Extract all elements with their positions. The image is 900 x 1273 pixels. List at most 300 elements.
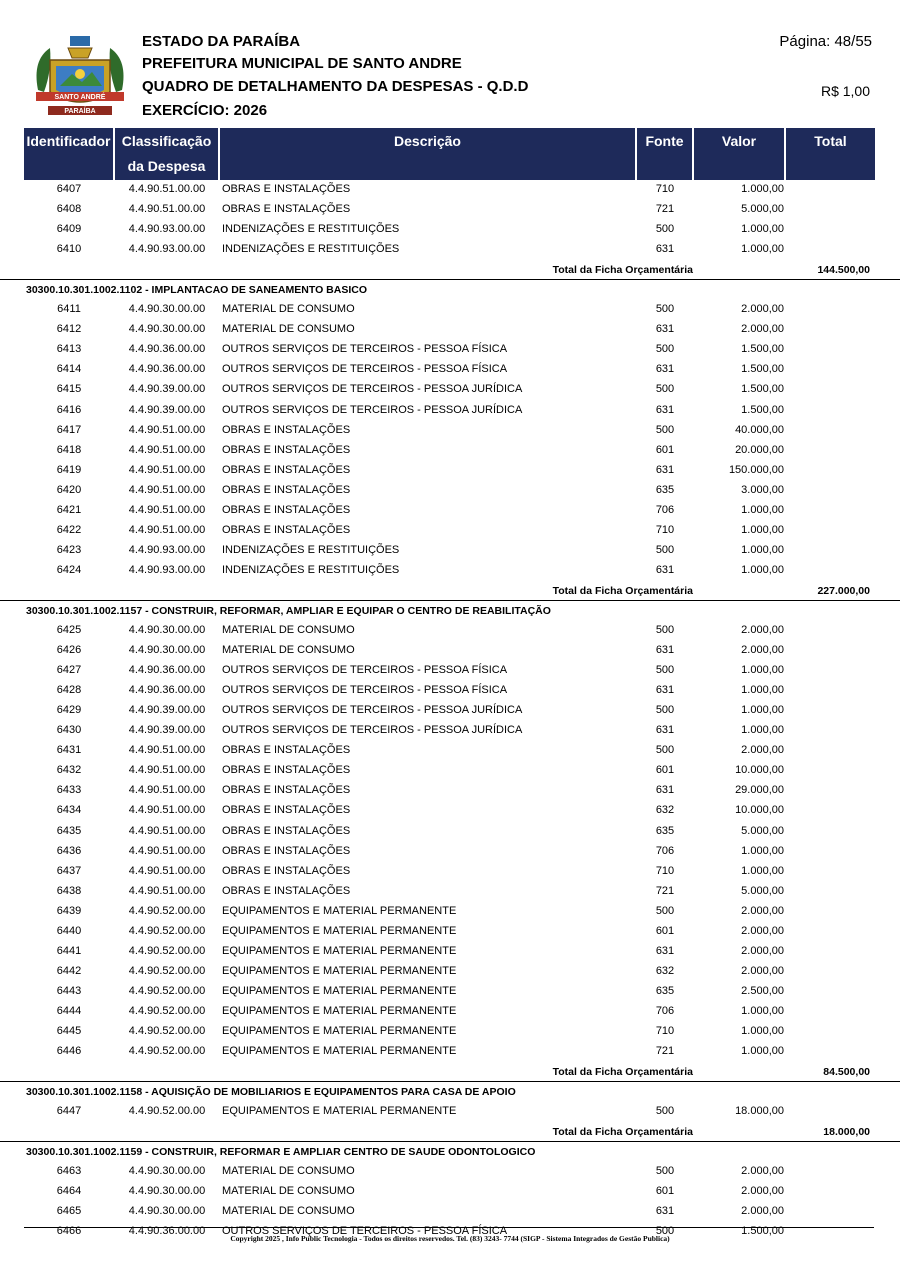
row-identifier: 6418 xyxy=(56,443,82,456)
row-classification: 4.4.90.39.00.00 xyxy=(128,383,206,396)
row-identifier: 6465 xyxy=(56,1205,82,1218)
table-row xyxy=(0,180,900,200)
row-identifier: 6432 xyxy=(56,764,82,777)
row-value: 1.000,00 xyxy=(741,523,784,536)
row-description: OBRAS E INSTALAÇÕES xyxy=(222,824,351,837)
row-source: 632 xyxy=(655,964,675,977)
row-classification: 4.4.90.39.00.00 xyxy=(128,403,206,416)
table-row xyxy=(0,862,900,882)
table-row xyxy=(0,1102,900,1122)
row-value: 150.000,00 xyxy=(728,463,784,476)
row-description: INDENIZAÇÕES E RESTITUIÇÕES xyxy=(222,223,400,236)
program-section-label: 30300.10.301.1002.1159 - CONSTRUIR, REFORMAR E AMPLIAR CENTRO DE SAUDE ODONTOLOGICO xyxy=(26,1146,536,1159)
column-header-source: Fonte xyxy=(637,128,693,180)
row-classification: 4.4.90.30.00.00 xyxy=(128,1205,206,1218)
row-value: 1.000,00 xyxy=(741,183,784,195)
row-source: 706 xyxy=(655,1004,675,1017)
row-identifier: 6445 xyxy=(56,1024,82,1037)
row-value: 29.000,00 xyxy=(735,784,784,797)
row-value: 2.000,00 xyxy=(741,323,784,336)
row-source: 635 xyxy=(655,984,675,997)
row-identifier: 6414 xyxy=(56,363,82,376)
row-identifier: 6425 xyxy=(56,624,82,637)
table-row xyxy=(0,461,900,481)
row-classification: 4.4.90.52.00.00 xyxy=(128,1045,206,1058)
row-source: 631 xyxy=(655,784,675,797)
row-value: 2.000,00 xyxy=(741,964,784,977)
row-description: OBRAS E INSTALAÇÕES xyxy=(222,844,351,857)
budget-total-value: 18.000,00 xyxy=(823,1126,870,1139)
row-description: OUTROS SERVIÇOS DE TERCEIROS - PESSOA FÍSICA xyxy=(222,664,508,677)
row-identifier: 6424 xyxy=(56,563,82,576)
row-description: OUTROS SERVIÇOS DE TERCEIROS - PESSOA FÍSICA xyxy=(222,684,508,697)
row-source: 631 xyxy=(655,944,675,957)
budget-total-row xyxy=(0,1062,900,1082)
budget-total-label: Total da Ficha Orçamentária xyxy=(552,1066,693,1079)
row-source: 500 xyxy=(655,343,675,356)
row-value: 1.000,00 xyxy=(741,664,784,677)
table-row xyxy=(0,380,900,400)
row-source: 721 xyxy=(655,884,675,897)
row-description: OBRAS E INSTALAÇÕES xyxy=(222,884,351,897)
row-description: MATERIAL DE CONSUMO xyxy=(222,1205,355,1218)
row-value: 2.000,00 xyxy=(741,303,784,316)
svg-text:PARAÍBA: PARAÍBA xyxy=(64,108,96,115)
row-classification: 4.4.90.93.00.00 xyxy=(128,543,206,556)
currency-unit: R$ 1,00 xyxy=(820,83,870,99)
row-source: 631 xyxy=(655,644,675,657)
table-row xyxy=(0,421,900,441)
row-value: 1.000,00 xyxy=(741,223,784,236)
row-classification: 4.4.90.36.00.00 xyxy=(128,1225,206,1238)
row-value: 3.000,00 xyxy=(741,483,784,496)
row-source: 721 xyxy=(655,1045,675,1058)
table-row xyxy=(0,942,900,962)
table-row xyxy=(0,842,900,862)
budget-total-row xyxy=(0,1122,900,1142)
row-description: MATERIAL DE CONSUMO xyxy=(222,644,355,657)
row-description: OBRAS E INSTALAÇÕES xyxy=(222,784,351,797)
row-source: 631 xyxy=(655,724,675,737)
row-classification: 4.4.90.52.00.00 xyxy=(128,964,206,977)
row-identifier: 6463 xyxy=(56,1165,82,1178)
row-identifier: 6442 xyxy=(56,964,82,977)
row-description: EQUIPAMENTOS E MATERIAL PERMANENTE xyxy=(222,1045,457,1058)
row-identifier: 6413 xyxy=(56,343,82,356)
row-identifier: 6417 xyxy=(56,423,82,436)
exercise-year: EXERCÍCIO: 2026 xyxy=(142,102,268,119)
table-row xyxy=(0,701,900,721)
row-source: 500 xyxy=(655,904,675,917)
row-value: 1.000,00 xyxy=(741,1024,784,1037)
row-source: 500 xyxy=(655,423,675,436)
program-section-heading xyxy=(0,1082,900,1102)
row-identifier: 6422 xyxy=(56,523,82,536)
row-classification: 4.4.90.52.00.00 xyxy=(128,924,206,937)
row-source: 631 xyxy=(655,403,675,416)
row-value: 1.500,00 xyxy=(741,403,784,416)
report-title: QUADRO DE DETALHAMENTO DA DESPESAS - Q.D.D xyxy=(142,78,529,95)
budget-total-row xyxy=(0,260,900,280)
row-value: 2.000,00 xyxy=(741,1185,784,1198)
row-value: 2.000,00 xyxy=(741,904,784,917)
column-header-classification: Classificação da Despesa xyxy=(115,128,219,180)
budget-total-value: 227.000,00 xyxy=(817,584,870,597)
row-source: 500 xyxy=(655,543,675,556)
program-section-label: 30300.10.301.1002.1102 - IMPLANTACAO DE SANEAMENTO BASICO xyxy=(26,284,367,297)
row-description: MATERIAL DE CONSUMO xyxy=(222,323,355,336)
row-description: INDENIZAÇÕES E RESTITUIÇÕES xyxy=(222,543,400,556)
table-row xyxy=(0,1042,900,1062)
row-value: 10.000,00 xyxy=(735,804,784,817)
row-identifier: 6447 xyxy=(56,1105,82,1118)
row-description: OUTROS SERVIÇOS DE TERCEIROS - PESSOA JURÍDICA xyxy=(222,383,523,396)
row-source: 710 xyxy=(655,864,675,877)
table-row xyxy=(0,761,900,781)
row-classification: 4.4.90.51.00.00 xyxy=(128,824,206,837)
table-row xyxy=(0,801,900,821)
row-source: 631 xyxy=(655,243,675,256)
row-description: OBRAS E INSTALAÇÕES xyxy=(222,183,351,195)
row-value: 1.000,00 xyxy=(741,844,784,857)
row-source: 500 xyxy=(655,1165,675,1178)
program-section-label: 30300.10.301.1002.1157 - CONSTRUIR, REFORMAR, AMPLIAR E EQUIPAR O CENTRO DE REABILITAÇÃO xyxy=(26,604,551,617)
row-value: 1.500,00 xyxy=(741,383,784,396)
row-description: OUTROS SERVIÇOS DE TERCEIROS - PESSOA JURÍDICA xyxy=(222,403,523,416)
row-description: EQUIPAMENTOS E MATERIAL PERMANENTE xyxy=(222,1004,457,1017)
municipal-coat-of-arms-logo xyxy=(30,30,130,122)
row-classification: 4.4.90.93.00.00 xyxy=(128,223,206,236)
state-title: ESTADO DA PARAÍBA xyxy=(142,33,301,50)
row-identifier: 6435 xyxy=(56,824,82,837)
table-row xyxy=(0,982,900,1002)
table-row xyxy=(0,882,900,902)
row-identifier: 6410 xyxy=(56,243,82,256)
row-identifier: 6407 xyxy=(56,183,82,195)
row-identifier: 6434 xyxy=(56,804,82,817)
row-classification: 4.4.90.36.00.00 xyxy=(128,684,206,697)
table-row xyxy=(0,781,900,801)
row-classification: 4.4.90.52.00.00 xyxy=(128,944,206,957)
row-description: EQUIPAMENTOS E MATERIAL PERMANENTE xyxy=(222,904,457,917)
row-classification: 4.4.90.39.00.00 xyxy=(128,704,206,717)
row-identifier: 6419 xyxy=(56,463,82,476)
row-classification: 4.4.90.51.00.00 xyxy=(128,884,206,897)
row-classification: 4.4.90.52.00.00 xyxy=(128,1024,206,1037)
row-identifier: 6421 xyxy=(56,503,82,516)
row-description: MATERIAL DE CONSUMO xyxy=(222,1165,355,1178)
page-indicator: Página: 48/55 xyxy=(779,33,872,50)
row-classification: 4.4.90.93.00.00 xyxy=(128,243,206,256)
row-classification: 4.4.90.30.00.00 xyxy=(128,1185,206,1198)
row-source: 635 xyxy=(655,824,675,837)
prefecture-title: PREFEITURA MUNICIPAL DE SANTO ANDRE xyxy=(142,55,462,72)
row-classification: 4.4.90.52.00.00 xyxy=(128,1105,206,1118)
column-header-identifier: Identificador xyxy=(24,128,114,180)
row-source: 500 xyxy=(655,624,675,637)
row-description: MATERIAL DE CONSUMO xyxy=(222,624,355,637)
table-row xyxy=(0,441,900,461)
row-description: OBRAS E INSTALAÇÕES xyxy=(222,483,351,496)
row-source: 635 xyxy=(655,483,675,496)
row-classification: 4.4.90.30.00.00 xyxy=(128,303,206,316)
row-identifier: 6411 xyxy=(57,303,81,316)
row-source: 500 xyxy=(655,1225,675,1238)
row-classification: 4.4.90.51.00.00 xyxy=(128,764,206,777)
row-classification: 4.4.90.39.00.00 xyxy=(128,724,206,737)
table-row xyxy=(0,681,900,701)
budget-total-label: Total da Ficha Orçamentária xyxy=(552,584,693,597)
row-description: EQUIPAMENTOS E MATERIAL PERMANENTE xyxy=(222,944,457,957)
row-source: 632 xyxy=(655,804,675,817)
row-source: 601 xyxy=(655,443,675,456)
budget-total-label: Total da Ficha Orçamentária xyxy=(552,1126,693,1139)
row-classification: 4.4.90.30.00.00 xyxy=(128,323,206,336)
row-identifier: 6433 xyxy=(56,784,82,797)
row-description: OBRAS E INSTALAÇÕES xyxy=(222,744,351,757)
budget-total-label: Total da Ficha Orçamentária xyxy=(552,264,693,277)
row-value: 1.500,00 xyxy=(741,1225,784,1238)
row-source: 500 xyxy=(655,1105,675,1118)
row-identifier: 6412 xyxy=(56,323,82,336)
row-value: 2.000,00 xyxy=(741,644,784,657)
row-description: INDENIZAÇÕES E RESTITUIÇÕES xyxy=(222,563,400,576)
row-description: MATERIAL DE CONSUMO xyxy=(222,1185,355,1198)
row-value: 1.500,00 xyxy=(741,343,784,356)
row-description: EQUIPAMENTOS E MATERIAL PERMANENTE xyxy=(222,1105,457,1118)
row-classification: 4.4.90.93.00.00 xyxy=(128,563,206,576)
row-description: INDENIZAÇÕES E RESTITUIÇÕES xyxy=(222,243,400,256)
budget-total-value: 84.500,00 xyxy=(823,1066,870,1079)
row-value: 1.000,00 xyxy=(741,1045,784,1058)
row-source: 706 xyxy=(655,503,675,516)
row-value: 2.500,00 xyxy=(741,984,784,997)
column-header-value: Valor xyxy=(694,128,785,180)
row-source: 710 xyxy=(655,1024,675,1037)
row-identifier: 6409 xyxy=(56,223,82,236)
row-value: 5.000,00 xyxy=(741,884,784,897)
table-row xyxy=(0,481,900,501)
column-header-total: Total xyxy=(786,128,875,180)
row-classification: 4.4.90.51.00.00 xyxy=(128,844,206,857)
row-description: OBRAS E INSTALAÇÕES xyxy=(222,864,351,877)
row-source: 631 xyxy=(655,684,675,697)
row-value: 1.500,00 xyxy=(741,363,784,376)
row-classification: 4.4.90.51.00.00 xyxy=(128,183,206,195)
table-row xyxy=(0,401,900,421)
table-row xyxy=(0,962,900,982)
row-value: 1.000,00 xyxy=(741,563,784,576)
row-description: MATERIAL DE CONSUMO xyxy=(222,303,355,316)
budget-total-row xyxy=(0,581,900,601)
svg-text:SANTO ANDRÉ: SANTO ANDRÉ xyxy=(54,94,106,101)
row-classification: 4.4.90.52.00.00 xyxy=(128,984,206,997)
table-row xyxy=(0,721,900,741)
row-identifier: 6427 xyxy=(56,664,82,677)
row-source: 631 xyxy=(655,323,675,336)
table-row xyxy=(0,641,900,661)
table-row xyxy=(0,661,900,681)
row-classification: 4.4.90.51.00.00 xyxy=(128,463,206,476)
row-identifier: 6431 xyxy=(56,744,82,757)
table-row xyxy=(0,521,900,541)
row-source: 601 xyxy=(655,764,675,777)
row-description: OBRAS E INSTALAÇÕES xyxy=(222,463,351,476)
row-source: 500 xyxy=(655,664,675,677)
row-source: 500 xyxy=(655,223,675,236)
row-classification: 4.4.90.51.00.00 xyxy=(128,744,206,757)
row-description: OBRAS E INSTALAÇÕES xyxy=(222,423,351,436)
program-section-heading xyxy=(0,280,900,300)
row-identifier: 6429 xyxy=(56,704,82,717)
table-row xyxy=(0,1182,900,1202)
row-value: 20.000,00 xyxy=(735,443,784,456)
row-value: 18.000,00 xyxy=(735,1105,784,1118)
row-description: OUTROS SERVIÇOS DE TERCEIROS - PESSOA FÍSICA xyxy=(222,343,508,356)
program-section-heading xyxy=(0,601,900,621)
row-classification: 4.4.90.36.00.00 xyxy=(128,343,206,356)
row-identifier: 6440 xyxy=(56,924,82,937)
row-identifier: 6466 xyxy=(56,1225,82,1238)
row-classification: 4.4.90.51.00.00 xyxy=(128,864,206,877)
row-source: 631 xyxy=(655,563,675,576)
program-section-heading xyxy=(0,1142,900,1162)
row-identifier: 6443 xyxy=(56,984,82,997)
column-header-description: Descrição xyxy=(220,128,636,180)
row-identifier: 6439 xyxy=(56,904,82,917)
table-row xyxy=(0,541,900,561)
row-source: 710 xyxy=(655,523,675,536)
table-row xyxy=(0,902,900,922)
table-row xyxy=(0,220,900,240)
row-classification: 4.4.90.30.00.00 xyxy=(128,1165,206,1178)
row-identifier: 6438 xyxy=(56,884,82,897)
table-row xyxy=(0,200,900,220)
row-source: 500 xyxy=(655,383,675,396)
row-description: OUTROS SERVIÇOS DE TERCEIROS - PESSOA JURÍDICA xyxy=(222,704,523,717)
row-value: 1.000,00 xyxy=(741,724,784,737)
row-classification: 4.4.90.51.00.00 xyxy=(128,503,206,516)
row-identifier: 6423 xyxy=(56,543,82,556)
row-classification: 4.4.90.51.00.00 xyxy=(128,804,206,817)
row-description: EQUIPAMENTOS E MATERIAL PERMANENTE xyxy=(222,924,457,937)
row-description: OBRAS E INSTALAÇÕES xyxy=(222,764,351,777)
row-source: 710 xyxy=(655,183,675,195)
footer-copyright: Copyright 2025 , Info Public Tecnologia - Todos os direitos reservedos. Tel. (83) 3243- 7744 (SIGP - Sistema Integrados de Gestão Publica) xyxy=(230,1234,670,1243)
row-classification: 4.4.90.36.00.00 xyxy=(128,363,206,376)
row-source: 631 xyxy=(655,463,675,476)
row-classification: 4.4.90.51.00.00 xyxy=(128,423,206,436)
row-source: 500 xyxy=(655,303,675,316)
row-source: 631 xyxy=(655,363,675,376)
row-classification: 4.4.90.36.00.00 xyxy=(128,664,206,677)
row-identifier: 6416 xyxy=(56,403,82,416)
row-identifier: 6446 xyxy=(56,1045,82,1058)
expense-table-body xyxy=(0,180,900,1242)
row-identifier: 6437 xyxy=(56,864,82,877)
row-description: OBRAS E INSTALAÇÕES xyxy=(222,203,351,216)
row-source: 601 xyxy=(655,1185,675,1198)
row-description: EQUIPAMENTOS E MATERIAL PERMANENTE xyxy=(222,984,457,997)
row-value: 5.000,00 xyxy=(741,824,784,837)
table-row xyxy=(0,1162,900,1182)
row-classification: 4.4.90.51.00.00 xyxy=(128,203,206,216)
row-value: 1.000,00 xyxy=(741,684,784,697)
row-identifier: 6408 xyxy=(56,203,82,216)
row-description: OUTROS SERVIÇOS DE TERCEIROS - PESSOA FÍSICA xyxy=(222,1225,508,1238)
row-source: 706 xyxy=(655,844,675,857)
row-classification: 4.4.90.51.00.00 xyxy=(128,443,206,456)
row-value: 1.000,00 xyxy=(741,704,784,717)
program-section-label: 30300.10.301.1002.1158 - AQUISIÇÃO DE MOBILIARIOS E EQUIPAMENTOS PARA CASA DE APOIO xyxy=(26,1086,516,1099)
row-source: 500 xyxy=(655,744,675,757)
row-classification: 4.4.90.51.00.00 xyxy=(128,523,206,536)
row-value: 1.000,00 xyxy=(741,243,784,256)
row-description: EQUIPAMENTOS E MATERIAL PERMANENTE xyxy=(222,964,457,977)
table-row xyxy=(0,1202,900,1222)
row-classification: 4.4.90.30.00.00 xyxy=(128,624,206,637)
row-description: OBRAS E INSTALAÇÕES xyxy=(222,503,351,516)
row-value: 1.000,00 xyxy=(741,503,784,516)
row-value: 2.000,00 xyxy=(741,944,784,957)
row-description: OBRAS E INSTALAÇÕES xyxy=(222,443,351,456)
row-source: 631 xyxy=(655,1205,675,1218)
row-identifier: 6415 xyxy=(56,383,82,396)
row-value: 5.000,00 xyxy=(741,203,784,216)
row-identifier: 6420 xyxy=(56,483,82,496)
row-value: 1.000,00 xyxy=(741,1004,784,1017)
table-row xyxy=(0,1022,900,1042)
row-description: EQUIPAMENTOS E MATERIAL PERMANENTE xyxy=(222,1024,457,1037)
table-row xyxy=(0,621,900,641)
table-row xyxy=(0,340,900,360)
budget-total-value: 144.500,00 xyxy=(817,264,870,277)
row-classification: 4.4.90.30.00.00 xyxy=(128,644,206,657)
row-value: 10.000,00 xyxy=(735,764,784,777)
table-row xyxy=(0,300,900,320)
row-value: 1.000,00 xyxy=(741,864,784,877)
row-identifier: 6426 xyxy=(56,644,82,657)
table-row xyxy=(0,501,900,521)
row-classification: 4.4.90.52.00.00 xyxy=(128,1004,206,1017)
table-row xyxy=(0,561,900,581)
row-classification: 4.4.90.51.00.00 xyxy=(128,784,206,797)
row-identifier: 6464 xyxy=(56,1185,82,1198)
row-source: 601 xyxy=(655,924,675,937)
row-identifier: 6444 xyxy=(56,1004,82,1017)
table-row xyxy=(0,360,900,380)
row-identifier: 6428 xyxy=(56,684,82,697)
footer-divider xyxy=(24,1227,874,1228)
row-value: 1.000,00 xyxy=(741,543,784,556)
row-description: OBRAS E INSTALAÇÕES xyxy=(222,523,351,536)
table-row xyxy=(0,240,900,260)
row-value: 2.000,00 xyxy=(741,624,784,637)
row-source: 500 xyxy=(655,704,675,717)
row-classification: 4.4.90.52.00.00 xyxy=(128,904,206,917)
row-description: OUTROS SERVIÇOS DE TERCEIROS - PESSOA JURÍDICA xyxy=(222,724,523,737)
row-source: 721 xyxy=(655,203,675,216)
row-identifier: 6430 xyxy=(56,724,82,737)
row-description: OUTROS SERVIÇOS DE TERCEIROS - PESSOA FÍSICA xyxy=(222,363,508,376)
table-row xyxy=(0,922,900,942)
row-value: 2.000,00 xyxy=(741,744,784,757)
table-row xyxy=(0,320,900,340)
row-value: 40.000,00 xyxy=(735,423,784,436)
row-identifier: 6441 xyxy=(56,944,82,957)
table-row xyxy=(0,1002,900,1022)
row-description: OBRAS E INSTALAÇÕES xyxy=(222,804,351,817)
